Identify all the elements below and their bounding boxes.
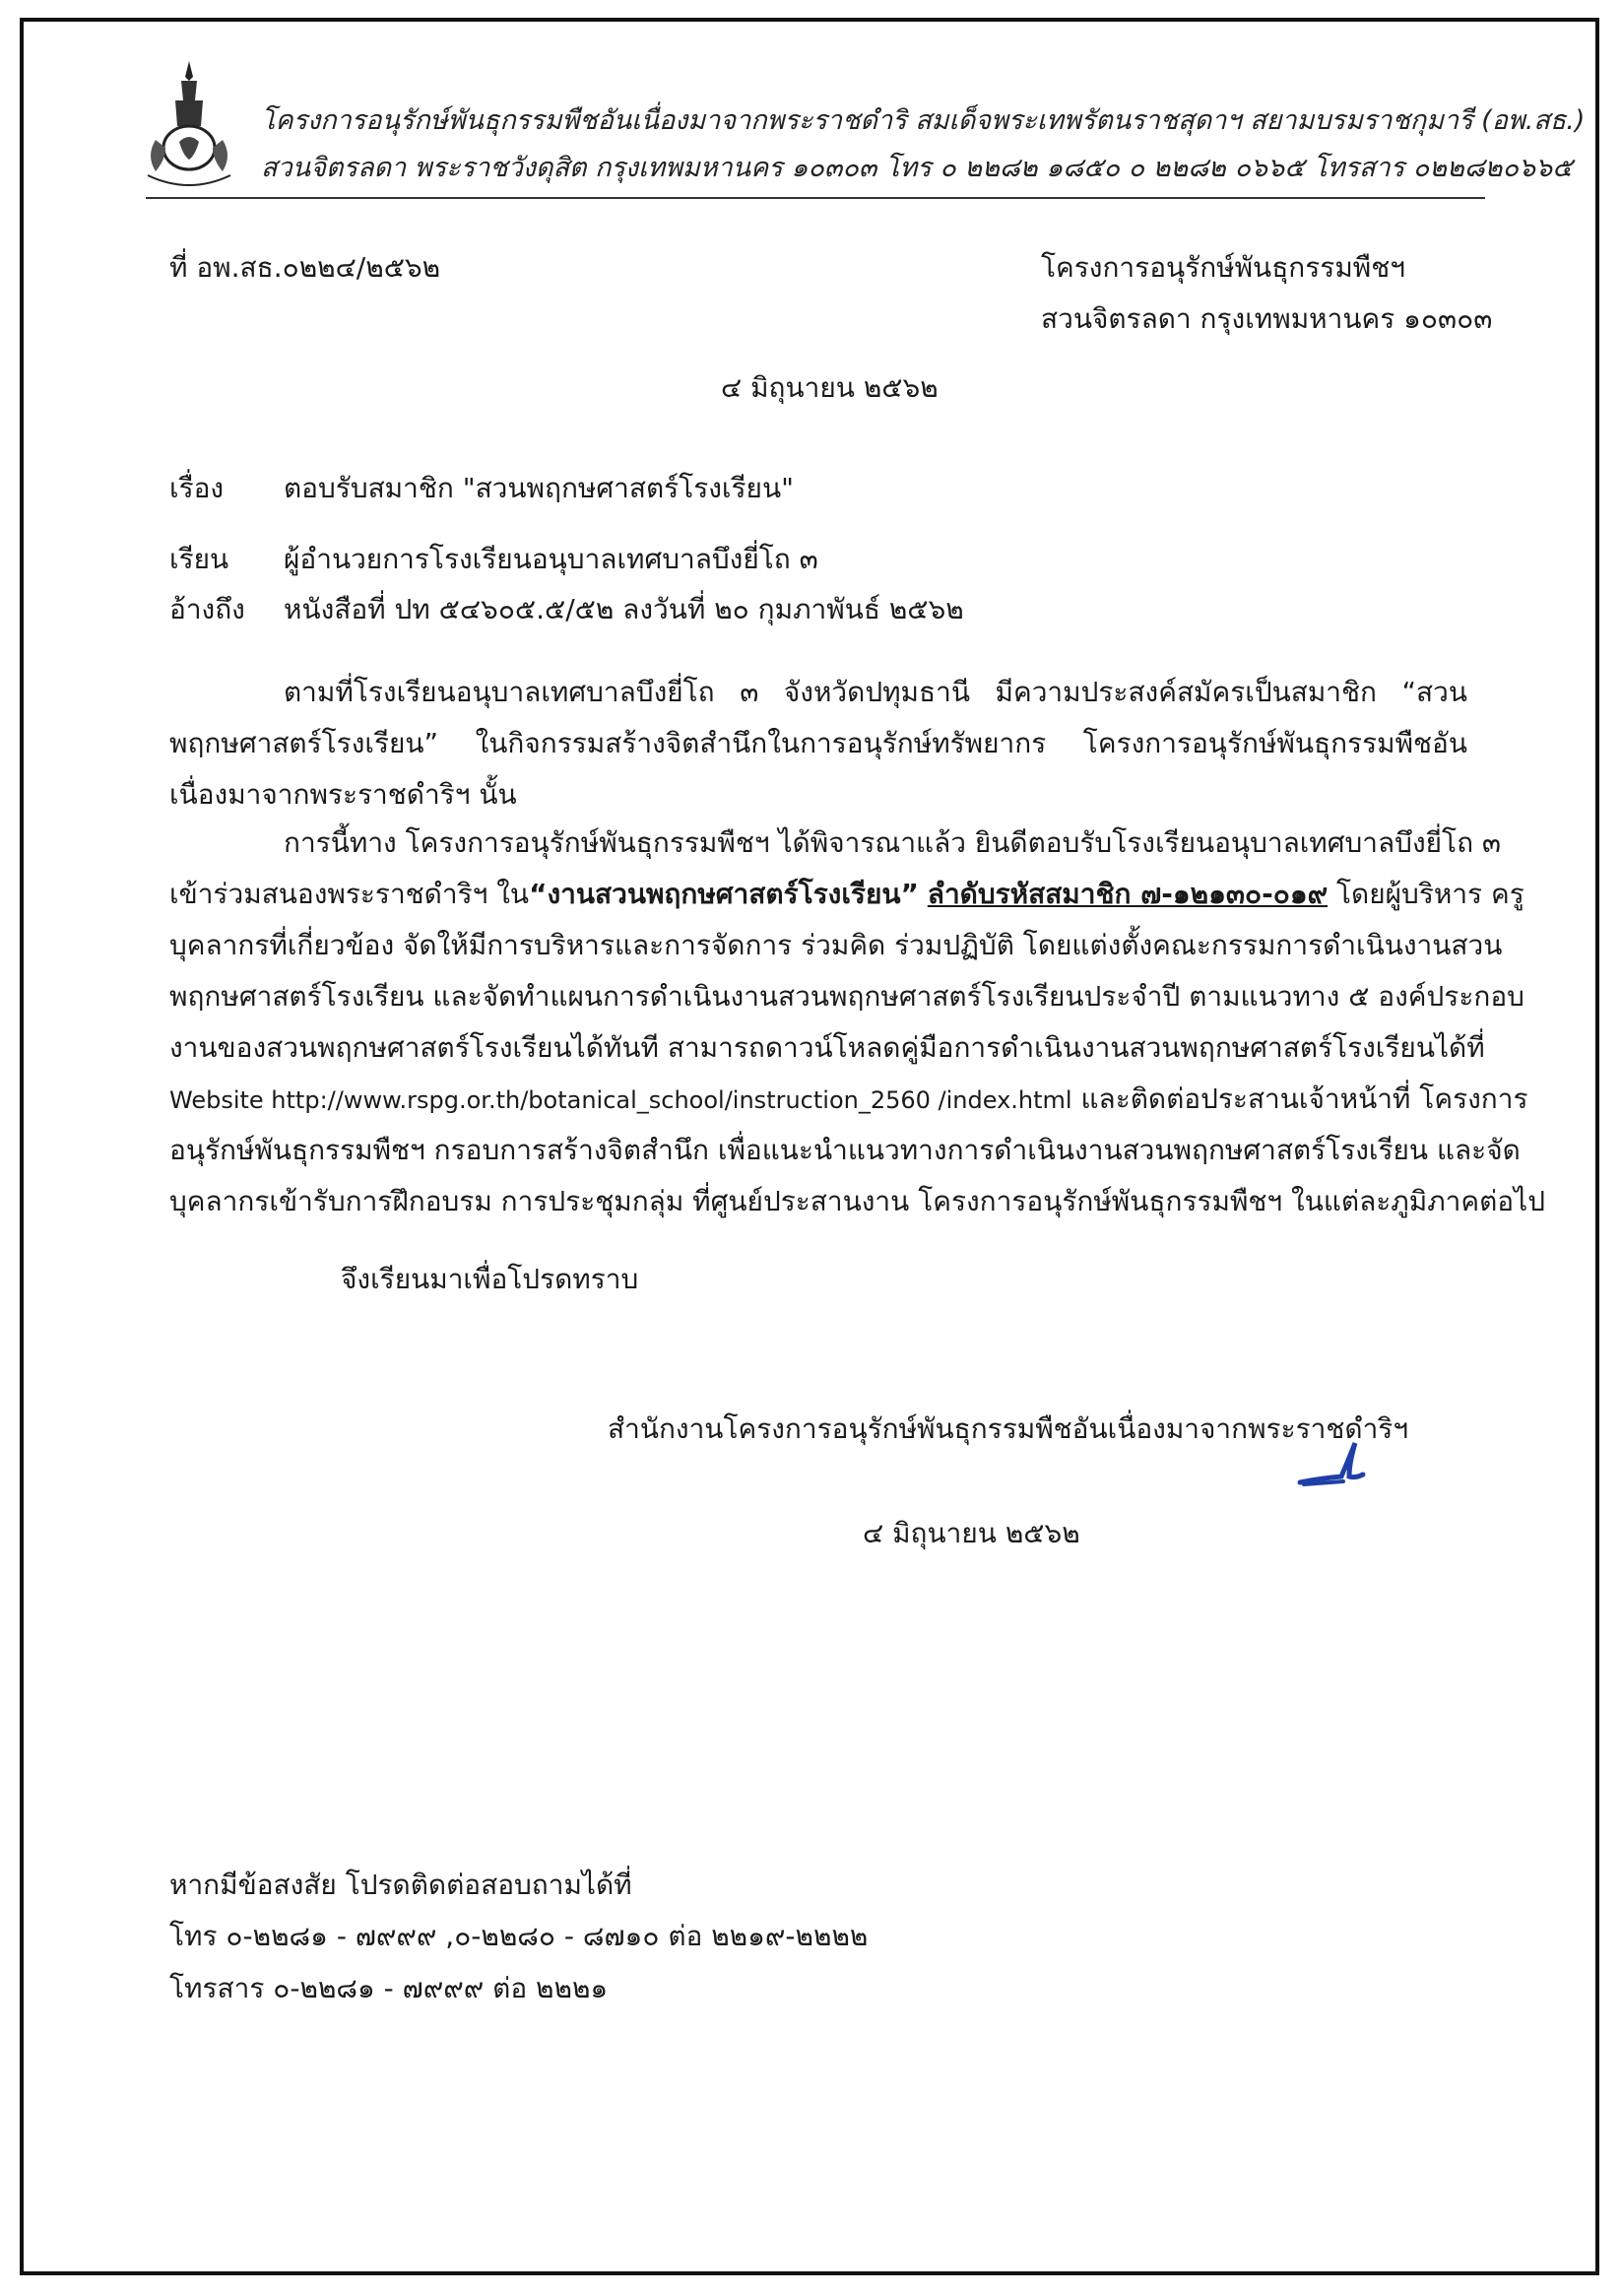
paragraph-2-text: และติดต่อประสานเจ้าหน้าที่ โครงการ — [1080, 1082, 1528, 1115]
paragraph-1-line: เนื่องมาจากพระราชดำริฯ นั้น — [169, 778, 517, 811]
header-divider — [146, 197, 1485, 199]
paragraph-2 — [169, 818, 1545, 1227]
to-label: เรียน — [169, 543, 229, 575]
contact-line: หากมีข้อสงสัย โปรดติดต่อสอบถามได้ที่ — [169, 1869, 632, 1901]
paragraph-2-line: พฤกษศาสตร์โรงเรียน และจัดทำแผนการดำเนินงานสวนพฤกษศาสตร์โรงเรียนประจำปี ตามแนวทาง ๕ องค์ประกอบ — [169, 980, 1524, 1013]
reference-number: ที่ อพ.สธ.๐๒๒๔/๒๕๖๒ — [169, 251, 441, 284]
letter-date: ๔ มิถุนายน ๒๕๖๒ — [721, 371, 939, 404]
member-code: ลำดับรหัสสมาชิก ๗-๑๒๑๓๐-๐๑๙ — [927, 878, 1329, 910]
paragraph-2-line — [169, 869, 1524, 920]
header-line-1: โครงการอนุรักษ์พันธุกรรมพืชอันเนื่องมาจากพระราชดำริ สมเด็จพระเทพรัตนราชสุดาฯ สยามบรมราชกุมารี (อพ.สธ.) — [261, 105, 1586, 136]
contact-phone: โทร ๐-๒๒๘๑ - ๗๙๙๙ ,๐-๒๒๘๐ - ๘๗๑๐ ต่อ ๒๒๑๙-๒๒๒๒ — [169, 1920, 869, 1952]
sender-line-1: โครงการอนุรักษ์พันธุกรรมพืชฯ — [1041, 251, 1405, 284]
contact-fax: โทรสาร ๐-๒๒๘๑ - ๗๙๙๙ ต่อ ๒๒๒๑ — [169, 1972, 609, 2004]
program-name: “งานสวนพฤกษศาสตร์โรงเรียน” — [529, 878, 919, 910]
sender-line-2: สวนจิตรลดา กรุงเทพมหานคร ๑๐๓๐๓ — [1041, 302, 1493, 335]
paragraph-1-line: ตามที่โรงเรียนอนุบาลเทศบาลบึงยี่โถ ๓ จังหวัดปทุมธานี มีความประสงค์สมัครเป็นสมาชิก “สวน — [284, 676, 1467, 708]
paragraph-2-line: อนุรักษ์พันธุกรรมพืชฯ กรอบการสร้างจิตสำนึก เพื่อแนะนำแนวทางการดำเนินงานสวนพฤกษศาสตร์โรงเรียน และจัด — [169, 1134, 1521, 1166]
website-link[interactable]: Website http://www.rspg.or.th/botanical_school/instruction_2560 /index.html — [169, 1086, 1072, 1114]
paragraph-2-text: โดยผู้บริหาร ครู — [1336, 878, 1524, 910]
paragraph-2-line: บุคลากรที่เกี่ยวข้อง จัดให้มีการบริหารและการจัดการ ร่วมคิด ร่วมปฏิบัติ โดยแต่งตั้งคณะกรรมการดำเนินงานสวน — [169, 929, 1503, 961]
paragraph-2-line: งานของสวนพฤกษศาสตร์โรงเรียนได้ทันที สามารถดาวน์โหลดคู่มือการดำเนินงานสวนพฤกษศาสตร์โรงเรียนได้ที่ — [169, 1031, 1485, 1064]
paragraph-2-line: การนี้ทาง โครงการอนุรักษ์พันธุกรรมพืชฯ ได้พิจารณาแล้ว ยินดีตอบรับโรงเรียนอนุบาลเทศบาลบึงยี่โถ ๓ — [284, 826, 1502, 859]
paragraph-1 — [169, 667, 1467, 820]
subject-label: เรื่อง — [169, 472, 225, 504]
paragraph-2-line — [169, 1074, 1528, 1125]
header-line-2: สวนจิตรลดา พระราชวังดุสิต กรุงเทพมหานคร ๑๐๓๐๓ โทร ๐ ๒๒๘๒ ๑๘๕๐ ๐ ๒๒๘๒ ๐๖๖๕ โทรสาร ๐๒๒๘๒๐๖๖๕ — [261, 153, 1573, 183]
reference-label: อ้างถึง — [169, 593, 245, 625]
signature-date: ๔ มิถุนายน ๒๕๖๒ — [863, 1517, 1080, 1549]
to-value: ผู้อำนวยการโรงเรียนอนุบาลเทศบาลบึงยี่โถ ๓ — [284, 543, 818, 575]
signature-icon — [1290, 1433, 1369, 1492]
paragraph-2-line: บุคลากรเข้ารับการฝึกอบรม การประชุมกลุ่ม ที่ศูนย์ประสานงาน โครงการอนุรักษ์พันธุกรรมพืชฯ ในแต่ละภูมิภาคต่อไป — [169, 1185, 1545, 1217]
subject-value: ตอบรับสมาชิก "สวนพฤกษศาสตร์โรงเรียน" — [284, 472, 794, 504]
rspg-emblem-icon — [136, 57, 242, 195]
paragraph-1-line: พฤกษศาสตร์โรงเรียน” ในกิจกรรมสร้างจิตสำนึกในการอนุรักษ์ทรัพยากร โครงการอนุรักษ์พันธุกรรมพืชอัน — [169, 727, 1467, 759]
paragraph-2-text: เข้าร่วมสนองพระราชดำริฯ ใน — [169, 878, 530, 910]
reference-value: หนังสือที่ ปท ๕๔๖๐๕.๕/๕๒ ลงวันที่ ๒๐ กุมภาพันธ์ ๒๕๖๒ — [284, 593, 964, 625]
closing-text: จึงเรียนมาเพื่อโปรดทราบ — [341, 1263, 639, 1295]
office-name: สำนักงานโครงการอนุรักษ์พันธุกรรมพืชอันเนื่องมาจากพระราชดำริฯ — [608, 1412, 1409, 1445]
